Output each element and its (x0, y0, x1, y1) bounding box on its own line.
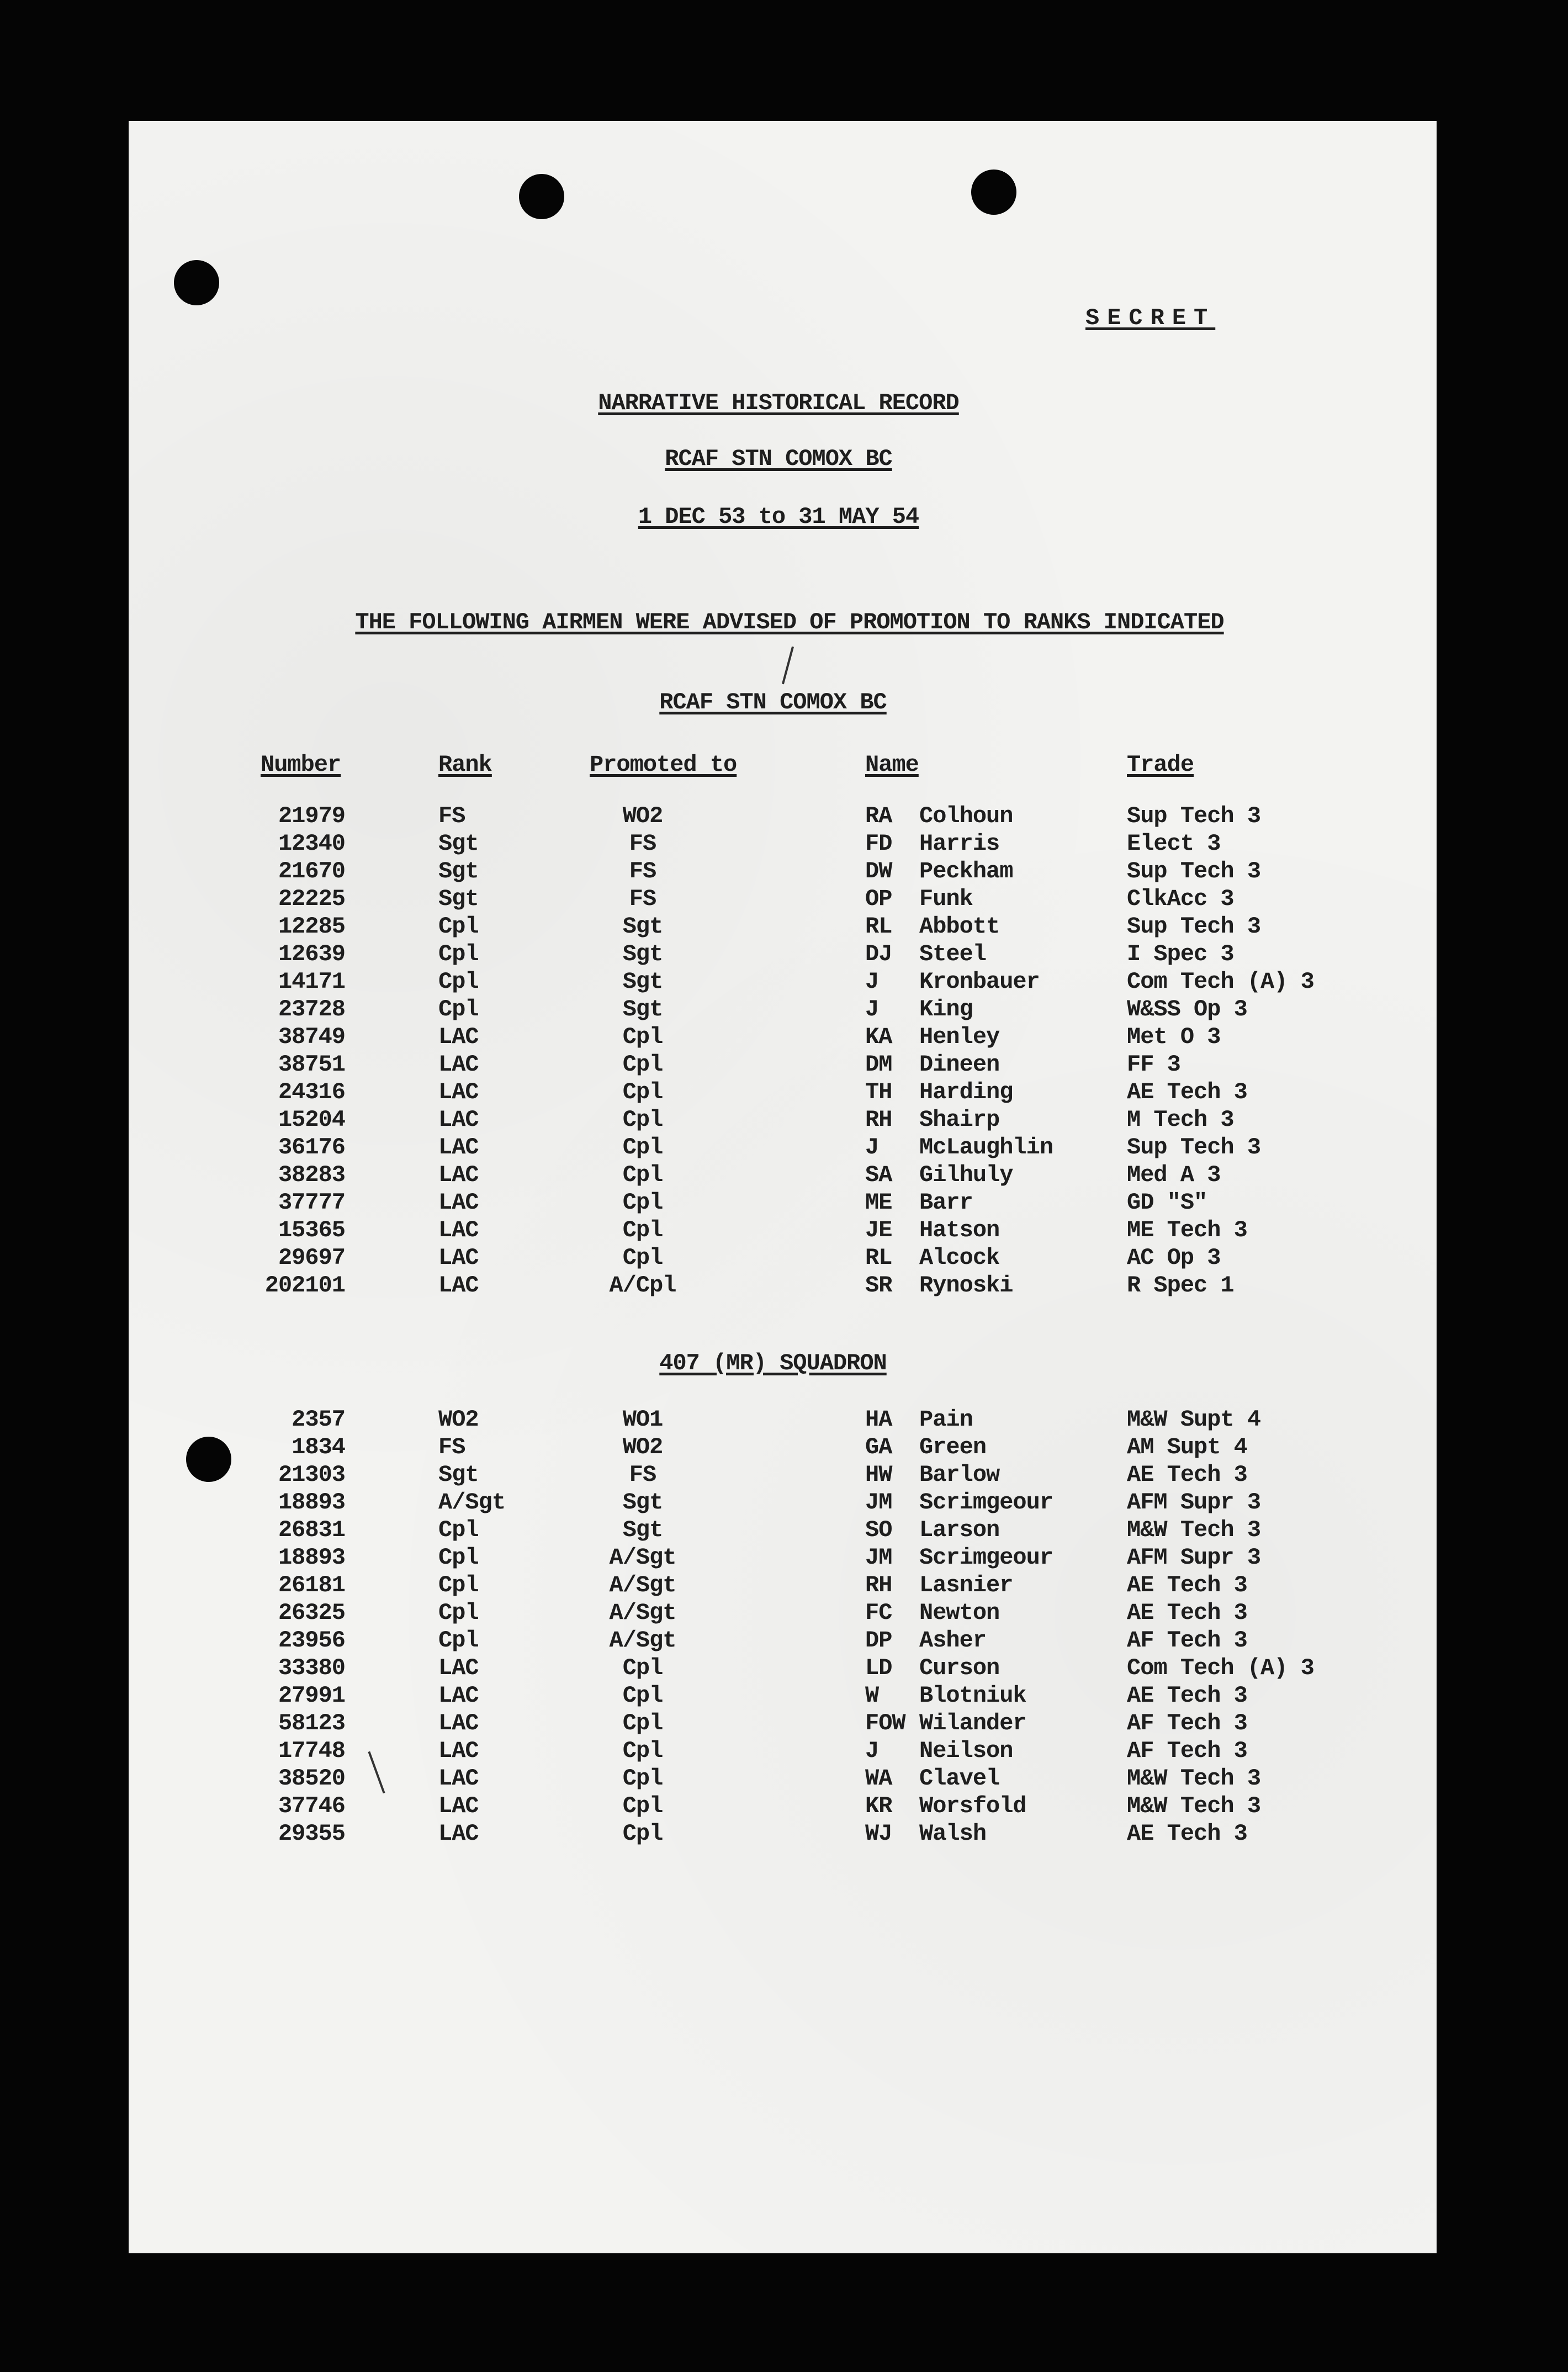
service-number: 58123 (278, 1710, 345, 1736)
column-header-rank: Rank (438, 751, 492, 778)
initials: DM (865, 1051, 892, 1078)
surname: Pain (919, 1406, 973, 1433)
promoted-rank: Cpl (622, 1245, 663, 1271)
current-rank: LAC (438, 1765, 479, 1792)
initials: J (865, 996, 879, 1023)
trade: R Spec 1 (1127, 1272, 1234, 1299)
service-number: 23956 (278, 1627, 345, 1654)
surname: Peckham (919, 858, 1013, 885)
current-rank: A/Sgt (438, 1489, 506, 1516)
section-heading: 407 (MR) SQUADRON (659, 1350, 887, 1376)
promoted-rank: Sgt (622, 996, 663, 1023)
service-number: 14171 (278, 968, 345, 995)
initials: W (865, 1682, 879, 1709)
surname: Alcock (919, 1245, 1000, 1271)
trade: Med A 3 (1127, 1162, 1221, 1188)
promoted-rank: Sgt (622, 968, 663, 995)
surname: King (919, 996, 973, 1023)
initials: DP (865, 1627, 892, 1654)
initials: HA (865, 1406, 892, 1433)
promoted-rank: A/Sgt (609, 1627, 676, 1654)
service-number: 26325 (278, 1600, 345, 1626)
surname: Barlow (919, 1462, 1000, 1488)
column-header-trade: Trade (1127, 751, 1194, 778)
service-number: 24316 (278, 1079, 345, 1105)
promoted-rank: Cpl (622, 1682, 663, 1709)
promoted-rank: Sgt (622, 1517, 663, 1543)
trade: AF Tech 3 (1127, 1738, 1247, 1764)
promoted-rank: Cpl (622, 1079, 663, 1105)
service-number: 29697 (278, 1245, 345, 1271)
service-number: 2357 (292, 1406, 345, 1433)
current-rank: Cpl (438, 996, 479, 1023)
current-rank: Cpl (438, 1572, 479, 1598)
surname: Steel (919, 941, 987, 967)
promoted-rank: WO1 (622, 1406, 663, 1433)
initials: JM (865, 1489, 892, 1516)
trade: AFM Supr 3 (1127, 1489, 1261, 1516)
initials: WA (865, 1765, 892, 1792)
promoted-rank: Sgt (622, 913, 663, 940)
initials: JE (865, 1217, 892, 1243)
initials: ME (865, 1189, 892, 1216)
current-rank: LAC (438, 1793, 479, 1819)
surname: Lasnier (919, 1572, 1013, 1598)
promoted-rank: A/Sgt (609, 1572, 676, 1598)
initials: DW (865, 858, 892, 885)
punch-hole (519, 174, 564, 219)
service-number: 21979 (278, 803, 345, 829)
surname: Curson (919, 1655, 1000, 1681)
promoted-rank: Cpl (622, 1189, 663, 1216)
column-header-name: Name (865, 751, 919, 778)
punch-hole (174, 260, 219, 305)
current-rank: LAC (438, 1051, 479, 1078)
service-number: 202101 (264, 1272, 345, 1299)
current-rank: LAC (438, 1710, 479, 1736)
current-rank: LAC (438, 1272, 479, 1299)
promoted-rank: FS (629, 886, 656, 912)
initials: KR (865, 1793, 892, 1819)
surname: Abbott (919, 913, 1000, 940)
current-rank: Sgt (438, 830, 479, 857)
service-number: 29355 (278, 1820, 345, 1847)
trade: W&SS Op 3 (1127, 996, 1247, 1023)
service-number: 15204 (278, 1106, 345, 1133)
surname: Harding (919, 1079, 1013, 1105)
trade: AM Supt 4 (1127, 1434, 1247, 1460)
surname: Scrimgeour (919, 1489, 1053, 1516)
promoted-rank: A/Cpl (609, 1272, 676, 1299)
surname: Kronbauer (919, 968, 1040, 995)
surname: Harris (919, 830, 1000, 857)
column-header-number: Number (261, 751, 341, 778)
initials: RA (865, 803, 892, 829)
service-number: 12285 (278, 913, 345, 940)
initials: SR (865, 1272, 892, 1299)
trade: AE Tech 3 (1127, 1600, 1247, 1626)
trade: AE Tech 3 (1127, 1462, 1247, 1488)
initials: RH (865, 1106, 892, 1133)
current-rank: FS (438, 1434, 465, 1460)
trade: M&W Tech 3 (1127, 1517, 1261, 1543)
current-rank: LAC (438, 1655, 479, 1681)
trade: AFM Supr 3 (1127, 1544, 1261, 1571)
current-rank: Sgt (438, 858, 479, 885)
initials: KA (865, 1024, 892, 1050)
current-rank: LAC (438, 1682, 479, 1709)
current-rank: LAC (438, 1217, 479, 1243)
current-rank: Sgt (438, 1462, 479, 1488)
current-rank: Cpl (438, 1544, 479, 1571)
promoted-rank: FS (629, 1462, 656, 1488)
trade: M&W Tech 3 (1127, 1765, 1261, 1792)
trade: ClkAcc 3 (1127, 886, 1234, 912)
surname: Clavel (919, 1765, 1000, 1792)
initials: SO (865, 1517, 892, 1543)
service-number: 12639 (278, 941, 345, 967)
service-number: 38520 (278, 1765, 345, 1792)
initials: SA (865, 1162, 892, 1188)
trade: Met O 3 (1127, 1024, 1221, 1050)
document-title: NARRATIVE HISTORICAL RECORD (598, 390, 959, 416)
subtitle: THE FOLLOWING AIRMEN WERE ADVISED OF PROMOTION TO RANKS INDICATED (355, 609, 1224, 636)
trade: AE Tech 3 (1127, 1682, 1247, 1709)
promoted-rank: Cpl (622, 1820, 663, 1847)
station-title: RCAF STN COMOX BC (665, 446, 892, 472)
promoted-rank: Cpl (622, 1134, 663, 1161)
trade: Sup Tech 3 (1127, 913, 1261, 940)
trade: AC Op 3 (1127, 1245, 1221, 1271)
service-number: 12340 (278, 830, 345, 857)
promoted-rank: Cpl (622, 1793, 663, 1819)
punch-hole (186, 1437, 231, 1482)
surname: Shairp (919, 1106, 1000, 1133)
trade: AF Tech 3 (1127, 1627, 1247, 1654)
promoted-rank: Cpl (622, 1738, 663, 1764)
trade: Sup Tech 3 (1127, 858, 1261, 885)
surname: Funk (919, 886, 973, 912)
promoted-rank: FS (629, 830, 656, 857)
promoted-rank: Cpl (622, 1655, 663, 1681)
initials: RL (865, 913, 892, 940)
trade: GD "S" (1127, 1189, 1207, 1216)
service-number: 37746 (278, 1793, 345, 1819)
initials: J (865, 968, 879, 995)
current-rank: LAC (438, 1820, 479, 1847)
service-number: 15365 (278, 1217, 345, 1243)
service-number: 1834 (292, 1434, 345, 1460)
column-header-promoted: Promoted to (590, 751, 737, 778)
service-number: 26831 (278, 1517, 345, 1543)
current-rank: Cpl (438, 968, 479, 995)
current-rank: FS (438, 803, 465, 829)
punch-hole (971, 170, 1016, 215)
trade: AE Tech 3 (1127, 1572, 1247, 1598)
promoted-rank: WO2 (622, 1434, 663, 1460)
service-number: 38749 (278, 1024, 345, 1050)
service-number: 21303 (278, 1462, 345, 1488)
trade: Sup Tech 3 (1127, 803, 1261, 829)
current-rank: LAC (438, 1245, 479, 1271)
trade: Elect 3 (1127, 830, 1221, 857)
service-number: 33380 (278, 1655, 345, 1681)
trade: Sup Tech 3 (1127, 1134, 1261, 1161)
surname: Walsh (919, 1820, 987, 1847)
surname: Wilander (919, 1710, 1026, 1736)
current-rank: LAC (438, 1106, 479, 1133)
service-number: 23728 (278, 996, 345, 1023)
promoted-rank: Cpl (622, 1106, 663, 1133)
trade: M&W Supt 4 (1127, 1406, 1261, 1433)
service-number: 21670 (278, 858, 345, 885)
service-number: 36176 (278, 1134, 345, 1161)
trade: Com Tech (A) 3 (1127, 1655, 1314, 1681)
initials: RH (865, 1572, 892, 1598)
current-rank: LAC (438, 1079, 479, 1105)
current-rank: LAC (438, 1134, 479, 1161)
surname: Blotniuk (919, 1682, 1026, 1709)
initials: JM (865, 1544, 892, 1571)
current-rank: Cpl (438, 941, 479, 967)
promoted-rank: Cpl (622, 1710, 663, 1736)
initials: DJ (865, 941, 892, 967)
surname: Worsfold (919, 1793, 1026, 1819)
initials: OP (865, 886, 892, 912)
promoted-rank: Sgt (622, 941, 663, 967)
service-number: 26181 (278, 1572, 345, 1598)
promoted-rank: A/Sgt (609, 1600, 676, 1626)
promoted-rank: Cpl (622, 1051, 663, 1078)
service-number: 18893 (278, 1489, 345, 1516)
trade: M&W Tech 3 (1127, 1793, 1261, 1819)
surname: Henley (919, 1024, 1000, 1050)
current-rank: LAC (438, 1738, 479, 1764)
initials: FD (865, 830, 892, 857)
surname: Asher (919, 1627, 987, 1654)
initials: RL (865, 1245, 892, 1271)
current-rank: LAC (438, 1024, 479, 1050)
service-number: 38283 (278, 1162, 345, 1188)
trade: AE Tech 3 (1127, 1820, 1247, 1847)
current-rank: Cpl (438, 913, 479, 940)
date-range: 1 DEC 53 to 31 MAY 54 (638, 504, 919, 530)
service-number: 18893 (278, 1544, 345, 1571)
promoted-rank: Cpl (622, 1162, 663, 1188)
current-rank: LAC (438, 1162, 479, 1188)
surname: McLaughlin (919, 1134, 1053, 1161)
trade: ME Tech 3 (1127, 1217, 1247, 1243)
service-number: 17748 (278, 1738, 345, 1764)
current-rank: LAC (438, 1189, 479, 1216)
surname: Barr (919, 1189, 973, 1216)
service-number: 27991 (278, 1682, 345, 1709)
surname: Colhoun (919, 803, 1013, 829)
promoted-rank: Sgt (622, 1489, 663, 1516)
current-rank: Sgt (438, 886, 479, 912)
surname: Newton (919, 1600, 1000, 1626)
service-number: 37777 (278, 1189, 345, 1216)
promoted-rank: Cpl (622, 1024, 663, 1050)
promoted-rank: A/Sgt (609, 1544, 676, 1571)
initials: WJ (865, 1820, 892, 1847)
surname: Hatson (919, 1217, 1000, 1243)
trade: M Tech 3 (1127, 1106, 1234, 1133)
trade: FF 3 (1127, 1051, 1180, 1078)
surname: Larson (919, 1517, 1000, 1543)
trade: I Spec 3 (1127, 941, 1234, 967)
surname: Green (919, 1434, 987, 1460)
surname: Scrimgeour (919, 1544, 1053, 1571)
classification-label: SECRET (1085, 305, 1216, 331)
surname: Dineen (919, 1051, 1000, 1078)
current-rank: Cpl (438, 1627, 479, 1654)
trade: AE Tech 3 (1127, 1079, 1247, 1105)
current-rank: WO2 (438, 1406, 479, 1433)
current-rank: Cpl (438, 1600, 479, 1626)
trade: Com Tech (A) 3 (1127, 968, 1314, 995)
current-rank: Cpl (438, 1517, 479, 1543)
initials: HW (865, 1462, 892, 1488)
promoted-rank: Cpl (622, 1765, 663, 1792)
promoted-rank: WO2 (622, 803, 663, 829)
initials: J (865, 1738, 879, 1764)
initials: FOW (865, 1710, 905, 1736)
initials: LD (865, 1655, 892, 1681)
initials: GA (865, 1434, 892, 1460)
initials: J (865, 1134, 879, 1161)
surname: Gilhuly (919, 1162, 1013, 1188)
service-number: 22225 (278, 886, 345, 912)
promoted-rank: Cpl (622, 1217, 663, 1243)
promoted-rank: FS (629, 858, 656, 885)
surname: Rynoski (919, 1272, 1013, 1299)
service-number: 38751 (278, 1051, 345, 1078)
surname: Neilson (919, 1738, 1013, 1764)
trade: AF Tech 3 (1127, 1710, 1247, 1736)
initials: FC (865, 1600, 892, 1626)
section-heading: RCAF STN COMOX BC (659, 689, 887, 716)
initials: TH (865, 1079, 892, 1105)
